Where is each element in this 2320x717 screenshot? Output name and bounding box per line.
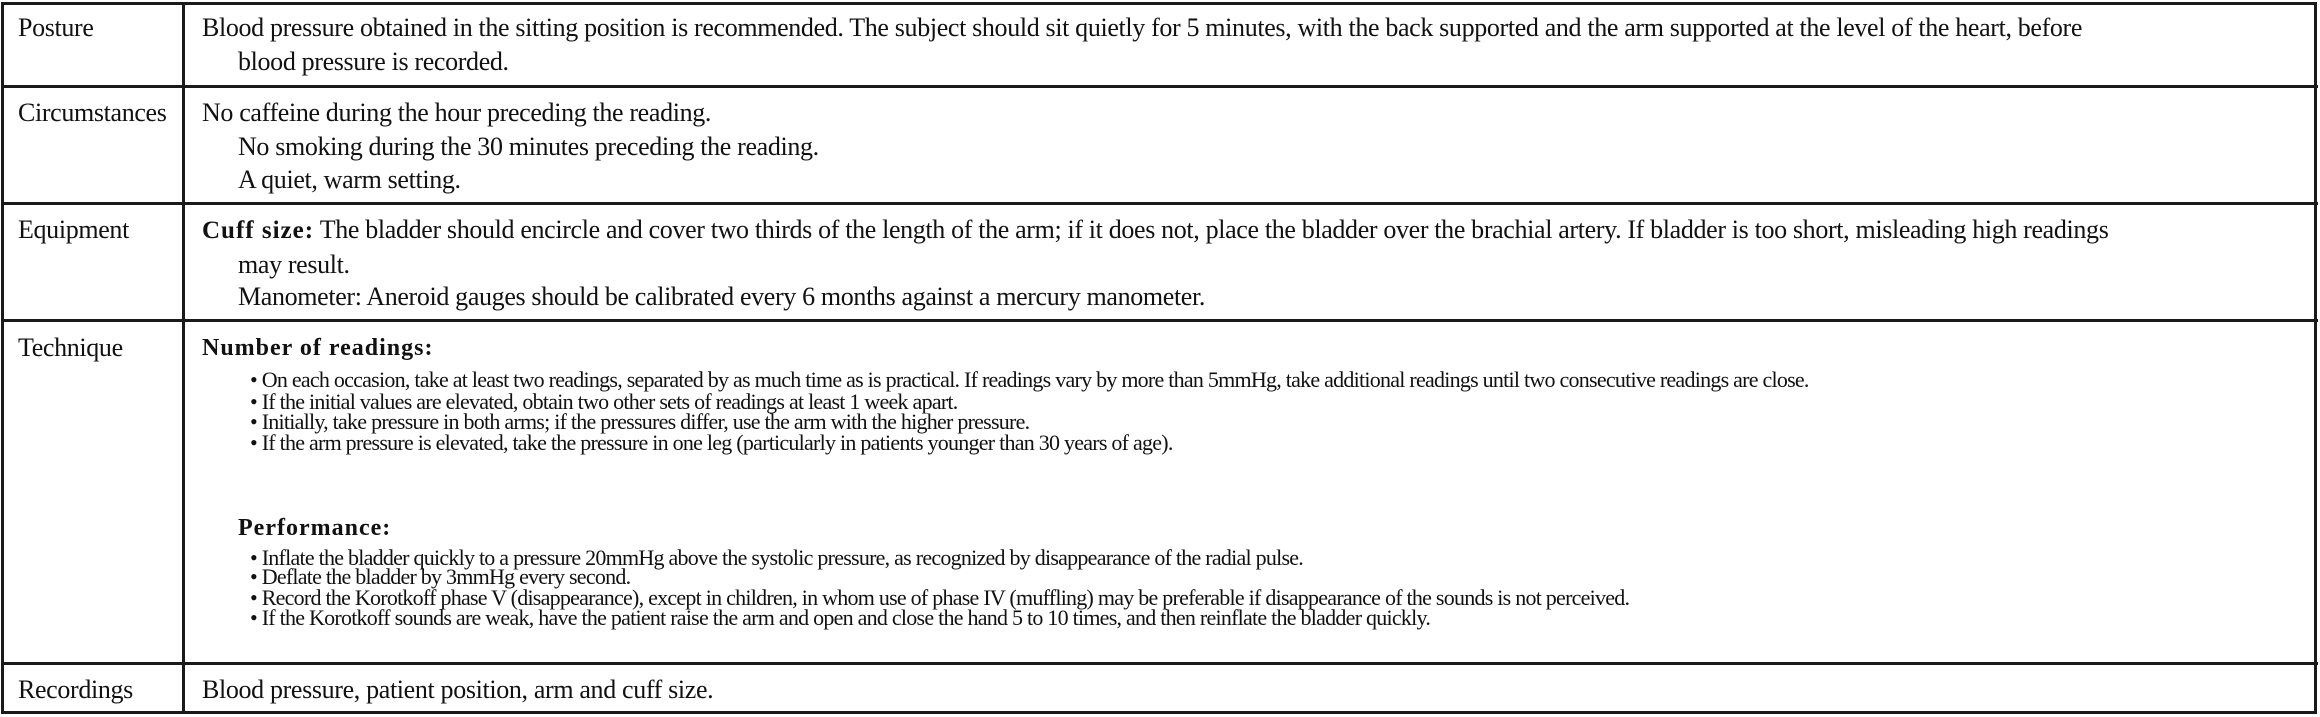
performance-heading: Performance: bbox=[238, 515, 392, 541]
cuff-size-text: The bladder should encircle and cover two thirds of the length of the arm; if it does not, place the bladder over the brachial artery. If bladder is too short, misleading high readings bbox=[319, 215, 2109, 244]
cell-text: A quiet, warm setting. bbox=[238, 165, 461, 194]
row-label: Equipment bbox=[18, 215, 129, 244]
row-divider bbox=[1, 85, 2318, 88]
cell-text: Manometer: Aneroid gauges should be calibrated every 6 months against a mercury manometer. bbox=[238, 282, 1206, 311]
row-divider bbox=[1, 662, 2318, 665]
cuff-size-label: Cuff size: bbox=[202, 217, 315, 244]
list-item: • Inflate the bladder quickly to a pressure 20mmHg above the systolic pressure, as recognized by disappearance of the radial pulse. bbox=[250, 545, 1304, 570]
cell-text: No smoking during the 30 minutes preceding the reading. bbox=[238, 132, 819, 161]
row-label: Posture bbox=[18, 13, 94, 42]
column-divider bbox=[182, 2, 185, 714]
row-divider bbox=[1, 202, 2318, 205]
cell-text: may result. bbox=[238, 250, 350, 279]
list-item: • If the arm pressure is elevated, take the pressure in one leg (particularly in patients younger than 30 years of age). bbox=[250, 430, 1173, 455]
readings-heading: Number of readings: bbox=[202, 335, 434, 361]
row-divider bbox=[1, 319, 2318, 322]
list-item: • On each occasion, take at least two readings, separated by as much time as is practical. If readings vary by more than 5mmHg, take additional readings until two consecutive readings are close. bbox=[250, 367, 1809, 392]
list-item: • Deflate the bladder by 3mmHg every second. bbox=[250, 564, 631, 589]
list-item: • Record the Korotkoff phase V (disappearance), except in children, in whom use of phase IV (muffling) may be preferable if disappearance of the sounds is not perceived. bbox=[250, 585, 1630, 610]
list-item: • If the initial values are elevated, obtain two other sets of readings at least 1 week apart. bbox=[250, 389, 958, 414]
row-label: Circumstances bbox=[18, 98, 167, 127]
cell-text: Blood pressure obtained in the sitting position is recommended. The subject should sit quietly for 5 minutes, with the back supported and the arm supported at the level of the heart, before bbox=[202, 13, 2083, 42]
cell-text: Blood pressure, patient position, arm and cuff size. bbox=[202, 675, 714, 704]
row-label: Technique bbox=[18, 333, 123, 362]
list-item: • If the Korotkoff sounds are weak, have the patient raise the arm and open and close the hand 5 to 10 times, and then reinflate the bladder quickly. bbox=[250, 605, 1431, 630]
cell-text: blood pressure is recorded. bbox=[238, 47, 509, 76]
row-label: Recordings bbox=[18, 675, 133, 704]
cell-text: No caffeine during the hour preceding the reading. bbox=[202, 98, 712, 127]
list-item: • Initially, take pressure in both arms; if the pressures differ, use the arm with the higher pressure. bbox=[250, 409, 1030, 434]
cell-text bbox=[202, 215, 2108, 246]
